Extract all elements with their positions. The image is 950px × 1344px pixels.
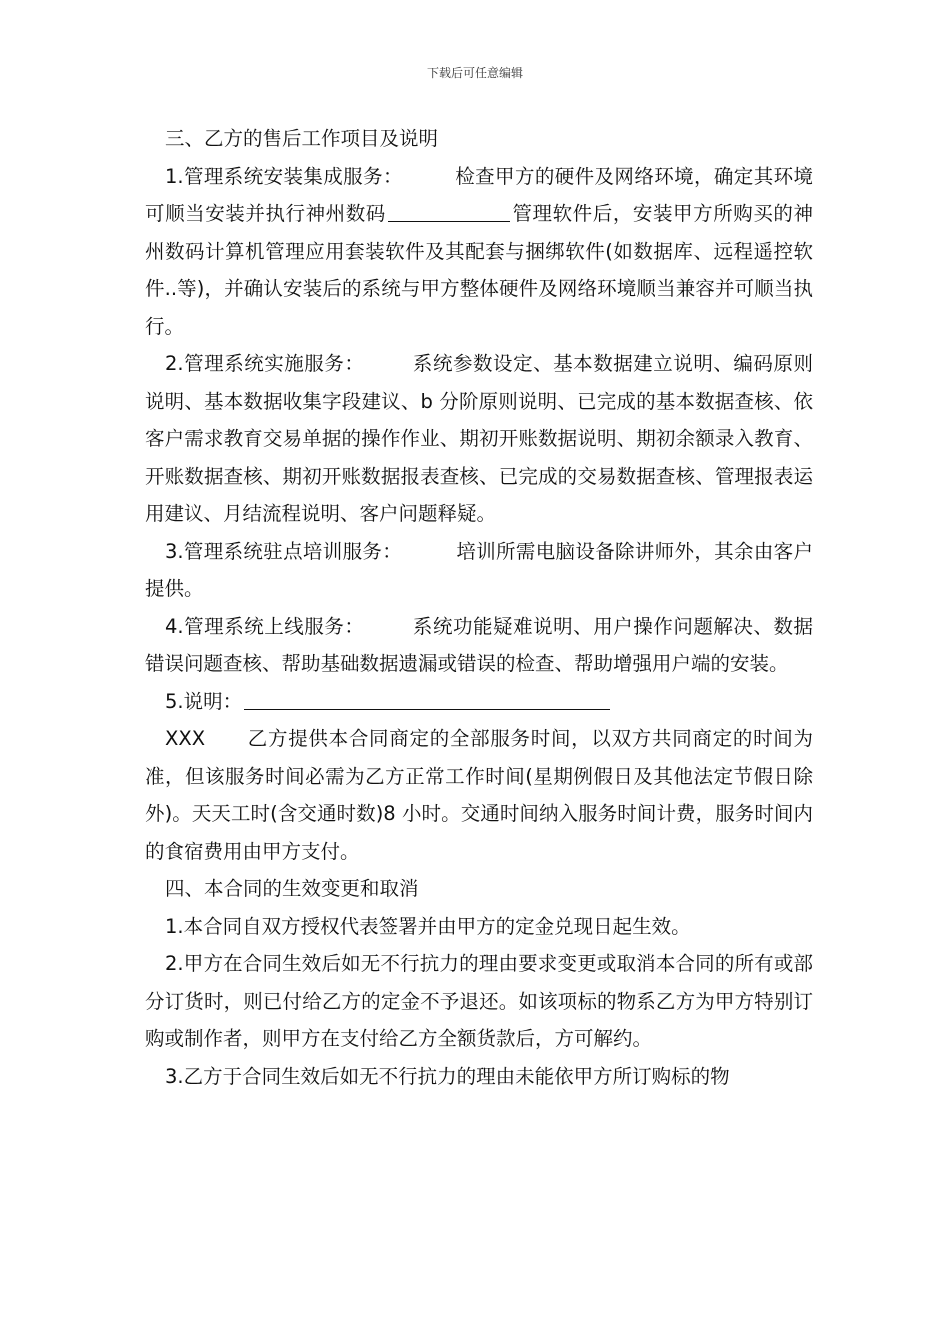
page-header: 下载后可任意编辑 xyxy=(426,66,523,80)
section-3-item-4 xyxy=(145,608,813,683)
section-3-title: 三、乙方的售后工作项目及说明 xyxy=(165,127,439,150)
note-text: 乙方提供本合同商定的全部服务时间，以双方共同商定的时间为准，但该服务时间必需为乙方正常工作时间(星期例假日及其他法定节假日除外)。天天工时(含交通时数)8 小时。交通时间纳入服务时间计费，服务时间内的食宿费用由甲方支付。 xyxy=(145,727,813,863)
section-4-item-1: 1.本合同自双方授权代表签署并由甲方的定金兑现日起生效。 xyxy=(165,914,691,938)
section-4-item-3: 3.乙方于合同生效后如无不行抗力的理由未能依甲方所订购标的物 xyxy=(165,1064,730,1088)
item-5-label: 5.说明： xyxy=(165,689,243,713)
section-3-item-3 xyxy=(145,533,813,608)
section-3-item-1 xyxy=(145,158,813,346)
item-3-text: 培训所需电脑设备除讲师外，其余由客户提供。 xyxy=(145,539,813,600)
section-3-note xyxy=(145,720,813,870)
item-4-text: 系统功能疑难说明、用户操作问题解决、数据错误问题查核、帮助基础数据遗漏或错误的检查、帮助增强用户端的安装。 xyxy=(145,614,813,675)
fill-in-blank xyxy=(388,201,510,222)
item-1-label: 1.管理系统安装集成服务： xyxy=(165,164,403,188)
section-4-item-2: 2.甲方在合同生效后如无不行抗力的理由要求变更或取消本合同的所有或部分订货时，则已付给乙方的定金不予退还。如该项标的物系乙方为甲方特别订购或制作者，则甲方在支付给乙方全额货款后，方可解约。 xyxy=(145,952,813,1050)
section-3-item-2 xyxy=(145,345,813,533)
section-3-item-5 xyxy=(145,683,813,721)
document-body xyxy=(145,120,813,1095)
item-1-text-b: 管理软件后，安装甲方所购买的神州数码计算机管理应用套装软件及其配套与捆绑软件(如数据库、远程遥控软件..等)，并确认安装后的系统与甲方整体硬件及网络环境顺当兼容并可顺当执行。 xyxy=(145,202,813,338)
item-1-text-a: 检查甲方的硬件及网络环境，确定其环境可顺当安装并执行神州数码 xyxy=(145,164,813,225)
item-4-label: 4.管理系统上线服务： xyxy=(165,614,365,638)
explanation-blank xyxy=(244,689,610,710)
item-2-text: 系统参数设定、基本数据建立说明、编码原则说明、基本数据收集字段建议、b 分阶原则说明、已完成的基本数据查核、依客户需求教育交易单据的操作作业、期初开账数据说明、期初余额录入教育、开账数据查核、期初开账数据报表查核、已完成的交易数据查核、管理报表运用建议、月结流程说明、客户问题释疑。 xyxy=(145,352,813,525)
section-4-title: 四、本合同的生效变更和取消 xyxy=(165,877,419,900)
item-3-label: 3.管理系统驻点培训服务： xyxy=(165,539,403,563)
note-label: XXX xyxy=(165,727,206,750)
item-2-label: 2.管理系统实施服务： xyxy=(165,352,365,375)
